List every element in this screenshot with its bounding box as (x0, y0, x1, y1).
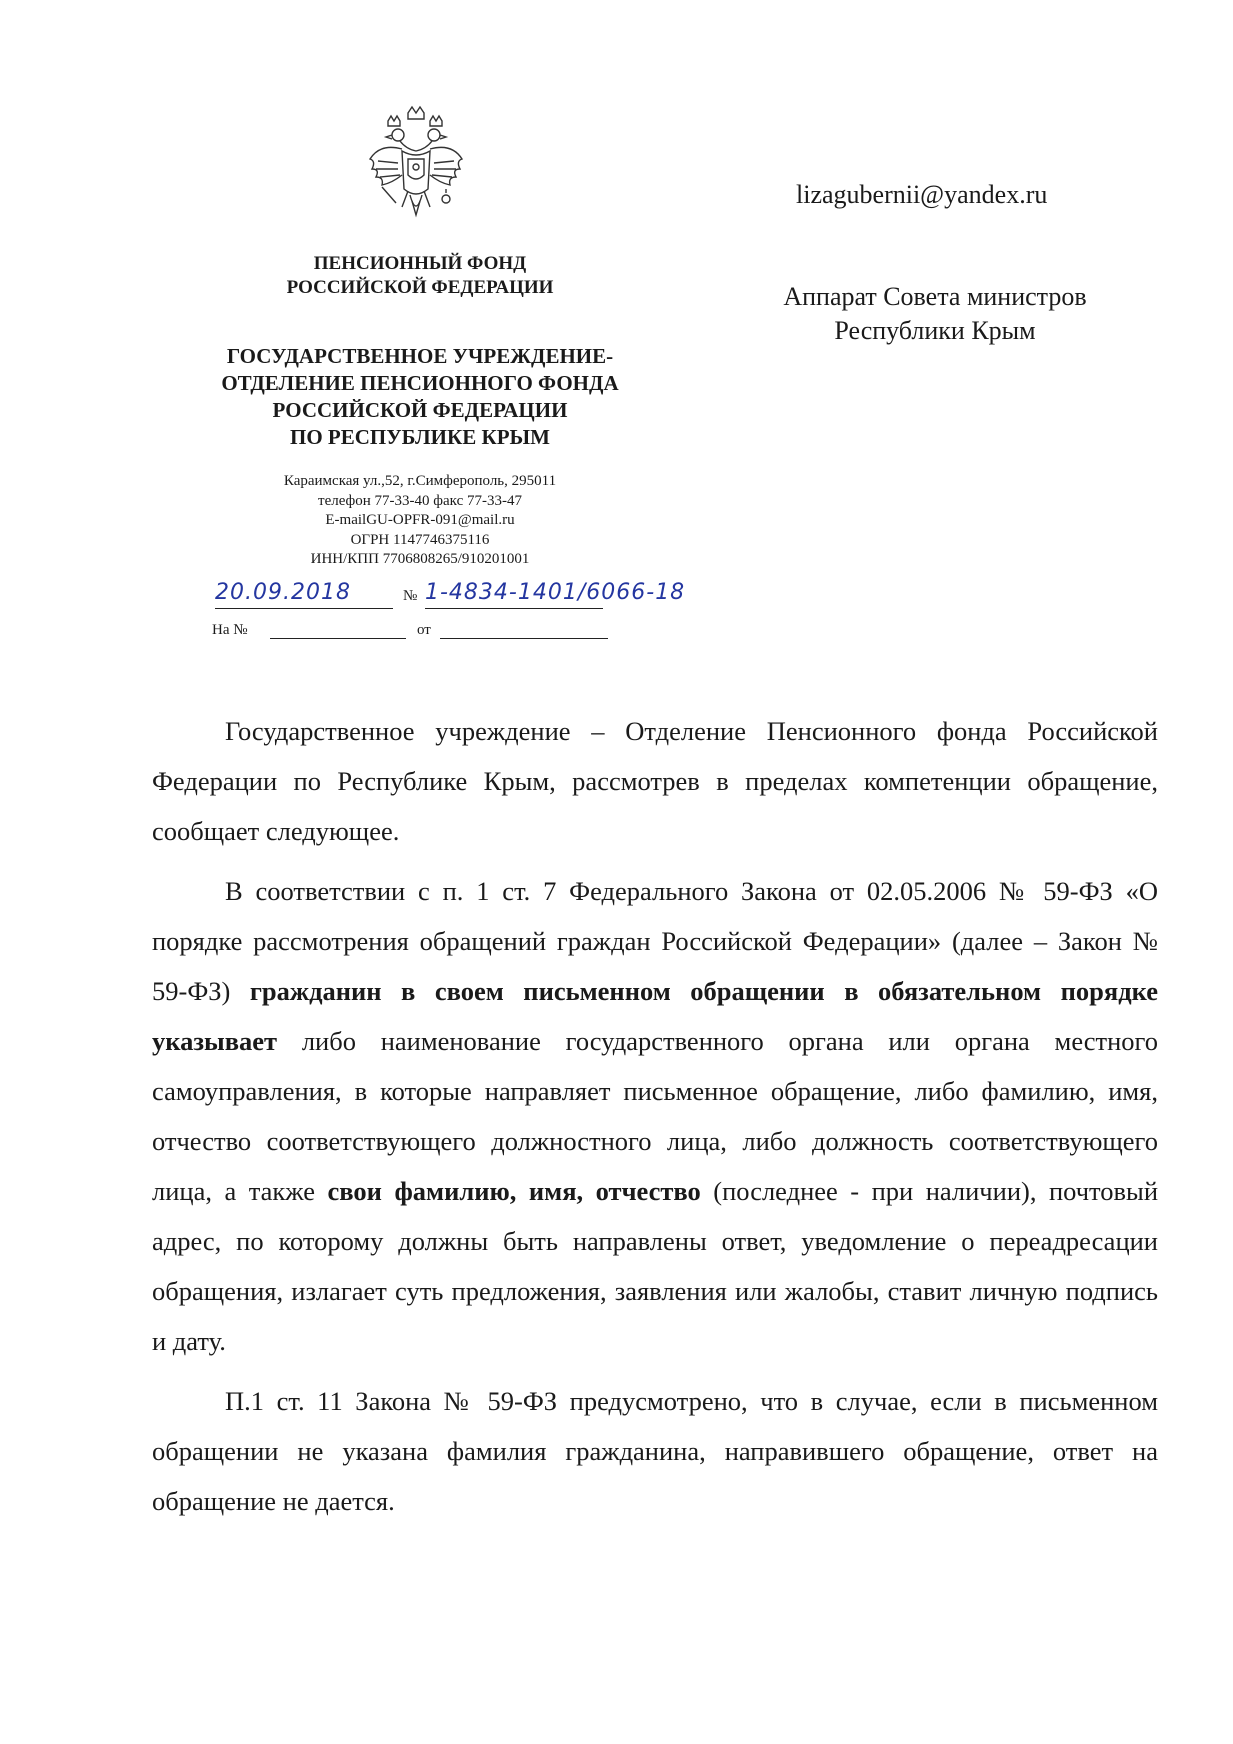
fund-name-line1: ПЕНСИОННЫЙ ФОНД (313, 253, 527, 274)
reference-date-label: от (417, 622, 431, 638)
paragraph-1: Государственное учреждение – Отделение Пенсионного фонда Российской Федерации по Республике Крым, рассмотрев в пределах компетенции обращение, сообщает следующее. (152, 716, 1158, 846)
addressee-line1: Аппарат Совета министров (783, 282, 1087, 311)
organization-name-line3: РОССИЙСКОЙ ФЕДЕРАЦИИ (272, 397, 568, 422)
registration-number: 1-4834-1401/6066-18 (425, 580, 603, 609)
inn-kpp: ИНН/КПП 7706808265/910201001 (310, 551, 530, 567)
contact-details (220, 472, 620, 570)
letter-body (152, 706, 1158, 1536)
paragraph-2-part-c: (последнее - при наличии), почтовый адрес, по которому должны быть направлены ответ, уведомление о переадресации обращения, излагает суть предложения, заявления или жалобы, ставит личную подпись и дату. (152, 1176, 1159, 1356)
paragraph-2 (152, 866, 1158, 1366)
addressee-email: lizagubernii@yandex.ru (796, 180, 1048, 209)
paragraph-2-part-b: либо наименование государственного органа или органа местного самоуправления, в которые направляет письменное обращение, либо фамилию, имя, отчество соответствующего должностного лица, либо должность соответствующего лица, а также (152, 1026, 1158, 1206)
registration-line (215, 580, 775, 616)
address: Караимская ул.,52, г.Симферополь, 295011 (283, 473, 557, 489)
paragraph-3: П.1 ст. 11 Закона № 59-ФЗ предусмотрено, что в случае, если в письменном обращении не указана фамилия гражданина, направившего обращение, ответ на обращение не дается. (152, 1386, 1158, 1516)
paragraph-2-part-a: В соответствии с п. 1 ст. 7 Федерального Закона от 02.05.2006 № 59-ФЗ «О порядке рассмотрения обращений граждан Российской Федерации» (далее – Закон № 59-ФЗ) (152, 876, 1158, 1006)
registration-date: 20.09.2018 (215, 580, 393, 609)
paragraph-2-bold-1: гражданин в своем письменном обращении в обязательном порядке указывает (152, 976, 1158, 1056)
addressee-block (740, 280, 1130, 348)
org-email: E-mailGU-OPFR-091@mail.ru (325, 512, 515, 528)
reference-date-blank (440, 638, 608, 639)
paragraph-2-bold-2: свои фамилию, имя, отчество (327, 1176, 701, 1206)
reference-number-blank (270, 638, 406, 639)
ogrn: ОГРН 1147746375116 (350, 531, 490, 548)
reference-line (212, 622, 632, 646)
registration-number-label: № (403, 588, 418, 604)
fund-name (180, 252, 660, 301)
fund-name-line2: РОССИЙСКОЙ ФЕДЕРАЦИИ (286, 277, 554, 299)
organization-name-line1: ГОСУДАРСТВЕННОЕ УЧРЕЖДЕНИЕ- (226, 344, 614, 368)
organization-name (180, 343, 660, 451)
phone-fax: телефон 77-33-40 факс 77-33-47 (318, 492, 522, 509)
addressee-line2: Республики Крым (834, 315, 1036, 345)
organization-name-line4: ПО РЕСПУБЛИКЕ КРЫМ (290, 424, 550, 449)
organization-name-line2: ОТДЕЛЕНИЕ ПЕНСИОННОГО ФОНДА (221, 370, 619, 395)
reference-number-label: На № (212, 622, 248, 638)
russian-coat-of-arms-icon (362, 103, 470, 223)
